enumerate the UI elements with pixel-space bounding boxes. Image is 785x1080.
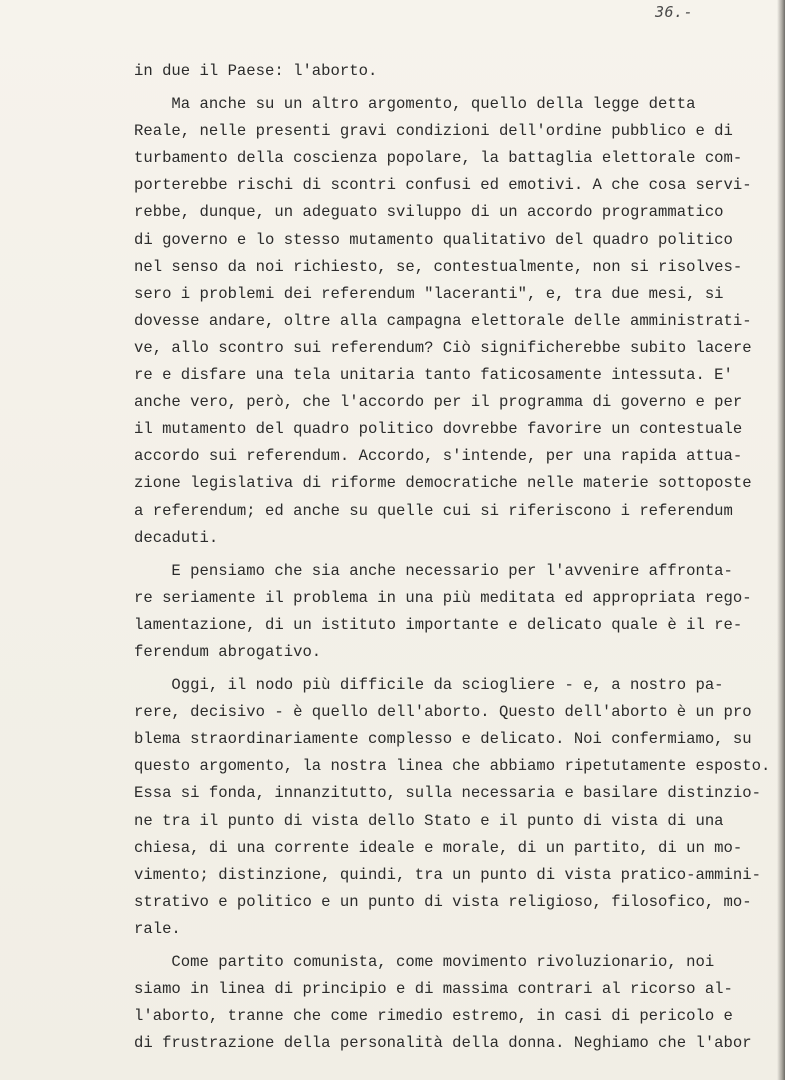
text-line: zione legislativa di riforme democratiche nelle materie sottoposte bbox=[134, 474, 752, 493]
text-line: blema straordinariamente complesso e delicato. Noi confermiamo, su bbox=[134, 730, 752, 749]
text-line: chiesa, di una corrente ideale e morale, di un partito, di un mo- bbox=[134, 838, 743, 857]
text-line: dovesse andare, oltre alla campagna elettorale delle amministrati- bbox=[134, 311, 752, 330]
text-line: lamentazione, di un istituto importante e delicato quale è il re- bbox=[134, 615, 743, 634]
text-line: siamo in linea di principio e di massima contrari al ricorso al- bbox=[134, 980, 733, 999]
text-line: re e disfare una tela unitaria tanto faticosamente intessuta. E' bbox=[134, 366, 733, 385]
page-edge-shadow bbox=[777, 0, 785, 1080]
text-line: E pensiamo che sia anche necessario per l'avvenire affronta- bbox=[134, 561, 733, 580]
text-line: re seriamente il problema in una più meditata ed appropriata rego- bbox=[134, 588, 752, 607]
text-line: nel senso da noi richiesto, se, contestualmente, non si risolves- bbox=[134, 257, 743, 276]
text-line: porterebbe rischi di scontri confusi ed emotivi. A che cosa servi- bbox=[134, 176, 752, 195]
text-line: turbamento della coscienza popolare, la battaglia elettorale com- bbox=[134, 149, 743, 168]
text-line: strativo e politico e un punto di vista religioso, filosofico, mo- bbox=[134, 892, 752, 911]
text-line: vimento; distinzione, quindi, tra un punto di vista pratico-ammini- bbox=[134, 865, 761, 884]
text-line: a referendum; ed anche su quelle cui si riferiscono i referendum bbox=[134, 501, 733, 520]
text-line: Ma anche su un altro argomento, quello della legge detta bbox=[134, 95, 696, 114]
text-line: rale. bbox=[134, 919, 181, 938]
text-line: accordo sui referendum. Accordo, s'intende, per una rapida attua- bbox=[134, 447, 743, 466]
text-line: ne tra il punto di vista dello Stato e il punto di vista di una bbox=[134, 811, 724, 830]
text-line: in due il Paese: l'aborto. bbox=[134, 62, 378, 80]
text-line: rebbe, dunque, un adeguato sviluppo di un accordo programmatico bbox=[134, 203, 724, 222]
text-line: l'aborto, tranne che come rimedio estremo, in casi di pericolo e bbox=[134, 1007, 733, 1026]
page-number: 36.- bbox=[655, 3, 694, 21]
text-line: rere, decisivo - è quello dell'aborto. Questo dell'aborto è un pro bbox=[134, 703, 752, 722]
text-line: questo argomento, la nostra linea che abbiamo ripetutamente esposto. bbox=[134, 757, 771, 776]
text-line: di frustrazione della personalità della donna. Neghiamo che l'abor bbox=[134, 1034, 752, 1053]
text-line: il mutamento del quadro politico dovrebbe favorire un contestuale bbox=[134, 420, 743, 439]
text-line: ferendum abrogativo. bbox=[134, 642, 322, 661]
text-line: Reale, nelle presenti gravi condizioni dell'ordine pubblico e di bbox=[134, 122, 733, 141]
text-line: Come partito comunista, come movimento rivoluzionario, noi bbox=[134, 953, 715, 971]
text-line: Oggi, il nodo più difficile da sciogliere - e, a nostro pa- bbox=[134, 676, 724, 695]
text-line: di governo e lo stesso mutamento qualitativo del quadro politico bbox=[134, 230, 733, 249]
text-line: decaduti. bbox=[134, 528, 219, 547]
body-text bbox=[134, 58, 774, 1057]
text-line: anche vero, però, che l'accordo per il programma di governo e per bbox=[134, 393, 743, 412]
text-line: ve, allo scontro sui referendum? Ciò significherebbe subito lacere bbox=[134, 338, 752, 357]
text-line: sero i problemi dei referendum "laceranti", e, tra due mesi, si bbox=[134, 284, 724, 303]
text-line: Essa si fonda, innanzitutto, sulla necessaria e basilare distinzio- bbox=[134, 784, 761, 803]
